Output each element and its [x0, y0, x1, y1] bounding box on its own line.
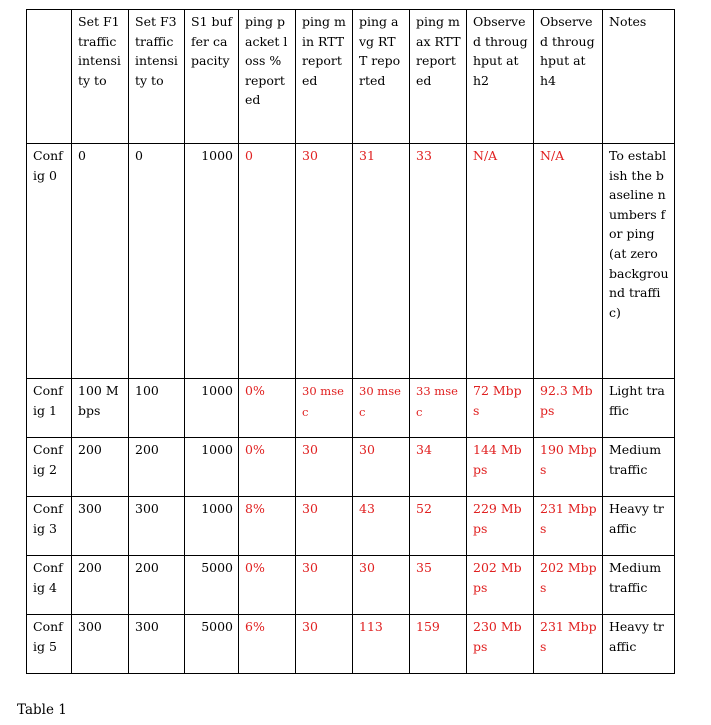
max-rtt-cell: 33: [410, 144, 467, 379]
avg-rtt-cell: [353, 379, 410, 438]
min-rtt-cell: [296, 379, 353, 438]
config-cell: Config 5: [27, 615, 72, 674]
h4-throughput-cell: 202 Mbps: [534, 556, 603, 615]
h2-throughput-cell: 202 Mbps: [467, 556, 534, 615]
min-rtt-cell: 30: [296, 615, 353, 674]
f1-cell: 100 Mbps: [72, 379, 129, 438]
header-cell: S1 buffer capacity: [185, 10, 239, 144]
header-cell: ping max RTT reported: [410, 10, 467, 144]
h2-throughput-cell: N/A: [467, 144, 534, 379]
header-cell: Observed throughput at h4: [534, 10, 603, 144]
avg-rtt-cell: 30: [353, 556, 410, 615]
f1-cell: 300: [72, 615, 129, 674]
max-rtt-cell: [410, 379, 467, 438]
table-row: [27, 615, 675, 674]
f3-cell: 300: [129, 497, 185, 556]
min-rtt-cell: 30: [296, 556, 353, 615]
table-row: [27, 144, 675, 379]
f3-cell: 0: [129, 144, 185, 379]
max-rtt-cell: 52: [410, 497, 467, 556]
notes-cell: Light traffic: [603, 379, 675, 438]
min-rtt-value: 30 msec: [302, 384, 344, 419]
f3-cell: 300: [129, 615, 185, 674]
avg-rtt-value: 30 msec: [359, 384, 401, 419]
avg-rtt-cell: 30: [353, 438, 410, 497]
loss-cell: 0%: [239, 438, 296, 497]
min-rtt-cell: 30: [296, 144, 353, 379]
table-row: [27, 497, 675, 556]
header-cell: Set F3 traffic intensity to: [129, 10, 185, 144]
notes-cell: Heavy traffic: [603, 615, 675, 674]
notes-cell: To establish the baseline numbers for ping (at zero background traffic): [603, 144, 675, 379]
notes-cell: Heavy traffic: [603, 497, 675, 556]
max-rtt-cell: 34: [410, 438, 467, 497]
buffer-cell: 1000: [185, 438, 239, 497]
f3-cell: 200: [129, 556, 185, 615]
header-cell: Observed throughput at h2: [467, 10, 534, 144]
loss-cell: 0%: [239, 379, 296, 438]
buffer-cell: 1000: [185, 379, 239, 438]
header-cell: ping min RTT reported: [296, 10, 353, 144]
header-row: [27, 10, 675, 144]
min-rtt-cell: 30: [296, 497, 353, 556]
h4-throughput-cell: 231 Mbps: [534, 615, 603, 674]
loss-cell: 8%: [239, 497, 296, 556]
header-cell: Set F1 traffic intensity to: [72, 10, 129, 144]
notes-cell: Medium traffic: [603, 556, 675, 615]
h4-throughput-cell: 92.3 Mbps: [534, 379, 603, 438]
results-table: [26, 9, 675, 674]
h2-throughput-cell: 229 Mbps: [467, 497, 534, 556]
loss-cell: 6%: [239, 615, 296, 674]
avg-rtt-cell: 31: [353, 144, 410, 379]
config-cell: Config 2: [27, 438, 72, 497]
h2-throughput-cell: 144 Mbps: [467, 438, 534, 497]
buffer-cell: 1000: [185, 144, 239, 379]
notes-cell: Medium traffic: [603, 438, 675, 497]
f1-cell: 200: [72, 438, 129, 497]
avg-rtt-cell: 43: [353, 497, 410, 556]
loss-cell: 0: [239, 144, 296, 379]
buffer-cell: 5000: [185, 615, 239, 674]
h2-throughput-cell: 72 Mbps: [467, 379, 534, 438]
h4-throughput-cell: 231 Mbps: [534, 497, 603, 556]
h2-throughput-cell: 230 Mbps: [467, 615, 534, 674]
table-row: [27, 379, 675, 438]
table-caption: Table 1: [17, 702, 67, 718]
f1-cell: 0: [72, 144, 129, 379]
max-rtt-cell: 159: [410, 615, 467, 674]
header-cell: Notes: [603, 10, 675, 144]
header-cell: ping packet loss % reported: [239, 10, 296, 144]
avg-rtt-cell: 113: [353, 615, 410, 674]
h4-throughput-cell: 190 Mbps: [534, 438, 603, 497]
f3-cell: 100: [129, 379, 185, 438]
max-rtt-value: 33 msec: [416, 384, 458, 419]
config-cell: Config 0: [27, 144, 72, 379]
header-cell: ping avg RTT reported: [353, 10, 410, 144]
min-rtt-cell: 30: [296, 438, 353, 497]
table-row: [27, 438, 675, 497]
f3-cell: 200: [129, 438, 185, 497]
f1-cell: 300: [72, 497, 129, 556]
table-row: [27, 556, 675, 615]
config-cell: Config 3: [27, 497, 72, 556]
config-cell: Config 1: [27, 379, 72, 438]
buffer-cell: 1000: [185, 497, 239, 556]
f1-cell: 200: [72, 556, 129, 615]
h4-throughput-cell: N/A: [534, 144, 603, 379]
loss-cell: 0%: [239, 556, 296, 615]
max-rtt-cell: 35: [410, 556, 467, 615]
header-cell: [27, 10, 72, 144]
config-cell: Config 4: [27, 556, 72, 615]
buffer-cell: 5000: [185, 556, 239, 615]
